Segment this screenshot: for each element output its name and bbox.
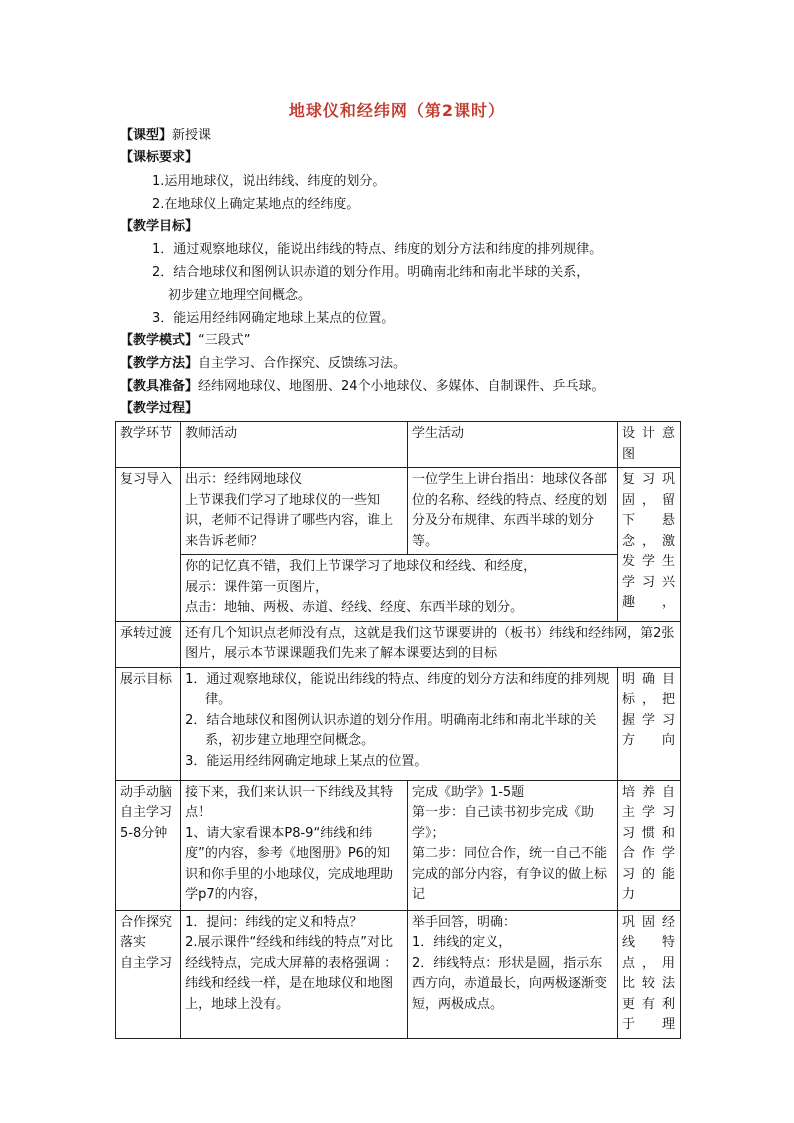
cell-text: 合作探究 xyxy=(120,914,173,930)
stage-cell xyxy=(116,780,181,910)
table-row xyxy=(116,667,681,780)
cell-text: 出示：经纬网地球仪 xyxy=(185,472,303,487)
lesson-type-value: 新授课 xyxy=(172,128,212,143)
teacher-cell xyxy=(181,468,408,555)
tools-label: 【教具准备】 xyxy=(120,379,199,394)
lesson-type-label: 【课型】 xyxy=(120,128,173,143)
teacher-cell: 还有几个知识点老师没有点，这就是我们这节课要讲的（板书）纬线和经纬网，第2张图片，展示本节课课题我们先来了解本课要达到的目标 xyxy=(181,621,681,667)
header-cell: 学生活动 xyxy=(407,422,617,468)
student-cell xyxy=(407,780,617,910)
student-cell: 一位学生上讲台指出：地球仪各部位的名称、经线的特点、经度的划分及分布规律、东西半球的划分等。 xyxy=(407,468,617,555)
intent-cell: 培养自主学习习惯和合作学习的能力 xyxy=(617,780,680,910)
cell-text: 举手回答，明确： xyxy=(411,914,516,930)
stage-cell xyxy=(116,910,181,1038)
teacher-cell xyxy=(181,555,618,622)
mode-value: “三段式” xyxy=(198,333,251,348)
stage-cell: 复习导入 xyxy=(116,468,181,622)
teacher-cell xyxy=(181,780,408,910)
table-row xyxy=(116,910,681,1038)
goal-item: 3．能运用经纬网确定地球上某点的位置。 xyxy=(152,311,395,326)
cell-text: 完成《助学》1-5题 xyxy=(411,784,525,800)
lesson-process-table xyxy=(115,421,681,1039)
standard-item: 1.运用地球仪，说出纬线、纬度的划分。 xyxy=(152,174,386,189)
table-header-row xyxy=(116,422,681,468)
cell-text: 5-8分钟 xyxy=(120,825,168,841)
table-row xyxy=(116,468,681,555)
cell-text: 2．纬线特点：形状是圆，指示东西方向，赤道最长，向两极逐渐变短，两极成点。 xyxy=(411,955,607,1012)
cell-text: 2.展示课件“经线和纬线的特点”对比经线特点，完成大屏幕的表格强调 ：纬线和经线一样，是在地球仪和地图上，地球上没有。 xyxy=(185,935,398,1012)
cell-text: 3．能运用经纬网确定地球上某点的位置。 xyxy=(185,753,428,769)
mode-line xyxy=(120,331,251,351)
goal-item: 初步建立地理空间概念。 xyxy=(168,288,312,303)
page-title: 地球仪和经纬网（第2课时） xyxy=(288,101,506,120)
cell-text: 1、请大家看课本P8-9“纬线和纬度”的内容，参考《地图册》P6的知识和你手里的小地球仪，完成地理助学p7的内容， xyxy=(185,825,394,902)
standard-item: 2.在地球仪上确定某地点的经纬度。 xyxy=(152,197,360,212)
method-line xyxy=(120,354,406,374)
standard-label: 【课标要求】 xyxy=(120,150,199,165)
cell-text: 1．纬线的定义， xyxy=(411,935,512,950)
method-value: 自主学习、合作探究、反馈练习法。 xyxy=(198,356,407,371)
intent-cell: 巩固经线特点，用比较法更有利于理 xyxy=(617,910,680,1038)
cell-text: 1．通过观察地球仪，能说出纬线的特点、纬度的划分方法和纬度的排列规律。 xyxy=(185,671,610,707)
cell-text: 展示：课件第一页图片， xyxy=(185,579,329,595)
goals-label: 【教学目标】 xyxy=(120,219,199,234)
mode-label: 【教学模式】 xyxy=(120,333,199,348)
table-row xyxy=(116,621,681,667)
cell-text: 自主学习 xyxy=(120,805,173,820)
student-cell xyxy=(407,910,617,1038)
cell-text: 第一步：自己读书初步完成《助学》； xyxy=(411,805,594,841)
cell-text: 第二步：同位合作，统一自己不能完成的部分内容，有争议的做上标记 xyxy=(411,846,607,902)
tools-value: 经纬网地球仪、地图册、24个小地球仪、多媒体、自制课件、乒乓球。 xyxy=(198,379,605,394)
teacher-cell xyxy=(181,667,618,780)
cell-text: 动手动脑 xyxy=(120,784,173,800)
cell-text: 2．结合地球仪和图例认识赤道的划分作用。明确南北纬和南北半球的关系，初步建立地理空间概念。 xyxy=(185,712,597,748)
intent-cell: 复习巩固，留下悬念，激发学生学习兴趣， xyxy=(617,468,680,622)
cell-text: 上节课我们学习了地球仪的一些知识，老师不记得讲了哪些内容，谁上来告诉老师？ xyxy=(185,492,394,549)
stage-cell: 展示目标 xyxy=(116,667,181,780)
cell-text: 点击：地轴、两极、赤道、经线、经度、东西半球的划分。 xyxy=(185,600,524,615)
method-label: 【教学方法】 xyxy=(120,356,199,371)
tools-line xyxy=(120,377,605,397)
goal-item: 2．结合地球仪和图例认识赤道的划分作用。明确南北纬和南北半球的关系， xyxy=(152,265,590,280)
lesson-type-line xyxy=(120,126,211,146)
intent-cell: 明确目标，把握学习方向 xyxy=(617,667,680,780)
header-cell: 设计意图 xyxy=(617,422,680,468)
header-cell: 教学环节 xyxy=(116,422,181,468)
table-row xyxy=(116,780,681,910)
table-row xyxy=(116,555,681,622)
stage-cell: 承转过渡 xyxy=(116,621,181,667)
teacher-cell xyxy=(181,910,408,1038)
cell-text: 自主学习 xyxy=(120,955,173,971)
cell-text: 你的记忆真不错，我们上节课学习了地球仪和经线、和经度， xyxy=(185,559,537,574)
cell-text: 接下来，我们来认识一下纬线及其特点！ xyxy=(185,784,394,820)
cell-text: 1．提问：纬线的定义和特点？ xyxy=(185,914,363,930)
goal-item: 1．通过观察地球仪，能说出纬线的特点、纬度的划分方法和纬度的排列规律。 xyxy=(152,242,603,257)
header-cell: 教师活动 xyxy=(181,422,408,468)
process-label: 【教学过程】 xyxy=(120,401,199,416)
cell-text: 落实 xyxy=(120,935,147,950)
